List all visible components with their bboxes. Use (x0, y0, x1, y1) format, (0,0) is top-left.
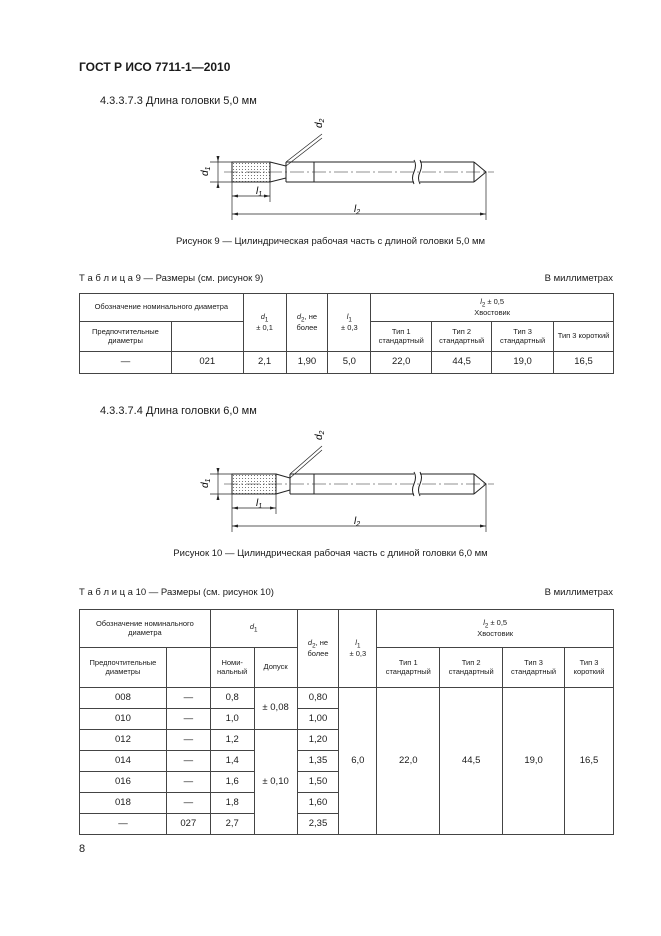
header-type1: Тип 1 стандартный (371, 322, 432, 352)
header-d1: $d_1$ ± 0,1 (243, 294, 286, 352)
label-l1: l (256, 498, 259, 509)
table-cell: 021 (171, 352, 243, 374)
svg-text:d1 (200, 166, 212, 176)
header-l1: $l_1$ ± 0,3 (339, 610, 377, 688)
label-l1-sub: 1 (258, 503, 263, 510)
table-cell: 016 (80, 772, 167, 793)
table-cell: 19,0 (503, 688, 565, 835)
header-designation: Обозначение номинального диаметра (80, 610, 211, 648)
table-caption: Т а б л и ц а 9 — Размеры (см. рисунок 9) (79, 273, 264, 284)
header-d2: $d_2$, не более (286, 294, 328, 352)
label-l2: l (354, 204, 357, 215)
header-preferred: Предпочтительные диаметры (80, 322, 172, 352)
header-l2: $l_2 \pm 0,5$ Хвостовик (377, 610, 614, 648)
table-row (80, 688, 614, 709)
label-l2-sub: 2 (356, 521, 361, 528)
label-d2-sub: 2 (319, 118, 326, 123)
table-cell: 1,90 (286, 352, 328, 374)
svg-text:d1 (200, 478, 212, 488)
table-cell: 0,80 (297, 688, 339, 709)
table-cell: 010 (80, 709, 167, 730)
header-type3: Тип 3 стандартный (503, 648, 565, 688)
header-empty (171, 322, 243, 352)
label-d2-sub: 2 (319, 430, 326, 435)
table-cell: — (166, 688, 210, 709)
table-cell: 008 (80, 688, 167, 709)
page-number: 8 (79, 843, 86, 855)
table-cell: 014 (80, 751, 167, 772)
header-type2: Тип 2 стандартный (440, 648, 503, 688)
table-cell: 6,0 (339, 688, 377, 835)
label-d2: d (314, 434, 325, 440)
table-cell: 2,7 (210, 814, 254, 835)
label-l1: l (256, 186, 259, 197)
label-d2: d (314, 122, 325, 128)
table-cell: — (166, 793, 210, 814)
table-cell: 1,35 (297, 751, 339, 772)
header-l2: $l_2 \pm 0,5$ Хвостовик (371, 294, 614, 322)
table-cell: 44,5 (440, 688, 503, 835)
table-cell: — (80, 352, 172, 374)
table-cell: 5,0 (328, 352, 371, 374)
table-cell: 44,5 (432, 352, 492, 374)
table-cell: — (80, 814, 167, 835)
section-heading: 4.3.3.7.4 Длина головки 6,0 мм (100, 405, 257, 417)
header-l1: $l_1$ ± 0,3 (328, 294, 371, 352)
table-cell: 2,35 (297, 814, 339, 835)
label-d1: d (200, 170, 211, 176)
header-empty (166, 648, 210, 688)
header-nominal: Номи-нальный (210, 648, 254, 688)
table-cell: 018 (80, 793, 167, 814)
header-preferred: Предпочтительные диаметры (80, 648, 167, 688)
header-type3-short: Тип 3 короткий (554, 322, 614, 352)
table-cell: 1,4 (210, 751, 254, 772)
svg-text:l1 (256, 498, 262, 510)
label-l2: l (354, 516, 357, 527)
svg-text:l1 (256, 186, 262, 198)
table-cell: 19,0 (492, 352, 554, 374)
table-cell: 1,6 (210, 772, 254, 793)
header-d1: $d_1$ (210, 610, 297, 648)
header-type3-short: Тип 3 короткий (565, 648, 614, 688)
table-cell: — (166, 730, 210, 751)
table-cell: 1,2 (210, 730, 254, 751)
table-cell: 1,0 (210, 709, 254, 730)
table-cell: 0,8 (210, 688, 254, 709)
header-type2: Тип 2 стандартный (432, 322, 492, 352)
document-header: ГОСТ Р ИСО 7711-1—2010 (79, 60, 231, 74)
figure-caption: Рисунок 9 — Цилиндрическая рабочая часть с длиной головки 5,0 мм (175, 236, 486, 247)
drill-figure (190, 108, 510, 230)
header-type1: Тип 1 стандартный (377, 648, 440, 688)
table-cell: 012 (80, 730, 167, 751)
table-cell: ± 0,08 (254, 688, 297, 730)
drill-figure (190, 420, 510, 542)
table-cell: — (166, 751, 210, 772)
header-designation: Обозначение номинального диаметра (80, 294, 244, 322)
label-l2-sub: 2 (356, 209, 361, 216)
table-cell: — (166, 772, 210, 793)
svg-text:l2 (354, 204, 360, 216)
table-cell: 22,0 (371, 352, 432, 374)
table-cell: 22,0 (377, 688, 440, 835)
dimensions-table-10 (79, 609, 614, 835)
table-cell: ± 0,10 (254, 730, 297, 835)
table-cell: 1,8 (210, 793, 254, 814)
table-cell: 16,5 (565, 688, 614, 835)
table-cell: 2,1 (243, 352, 286, 374)
table-units: В миллиметрах (544, 587, 613, 598)
table-cell: 1,60 (297, 793, 339, 814)
header-d2: $d_2$, не более (297, 610, 339, 688)
header-tolerance: Допуск (254, 648, 297, 688)
table-caption: Т а б л и ц а 10 — Размеры (см. рисунок 10) (79, 587, 274, 598)
table-cell: 1,20 (297, 730, 339, 751)
table-cell: — (166, 709, 210, 730)
header-type3: Тип 3 стандартный (492, 322, 554, 352)
table-units: В миллиметрах (544, 273, 613, 284)
dimensions-table-9 (79, 293, 614, 374)
table-cell: 027 (166, 814, 210, 835)
label-d1: d (200, 482, 211, 488)
section-heading: 4.3.3.7.3 Длина головки 5,0 мм (100, 95, 257, 107)
svg-text:l2 (354, 516, 360, 528)
svg-text:d2 (314, 430, 326, 440)
svg-text:d2 (314, 118, 326, 128)
label-d1-sub: 1 (205, 166, 212, 171)
table-cell: 1,50 (297, 772, 339, 793)
figure-caption: Рисунок 10 — Цилиндрическая рабочая часть с длиной головки 6,0 мм (173, 548, 488, 559)
table-cell: 16,5 (554, 352, 614, 374)
label-d1-sub: 1 (205, 478, 212, 483)
table-cell: 1,00 (297, 709, 339, 730)
label-l1-sub: 1 (258, 191, 263, 198)
